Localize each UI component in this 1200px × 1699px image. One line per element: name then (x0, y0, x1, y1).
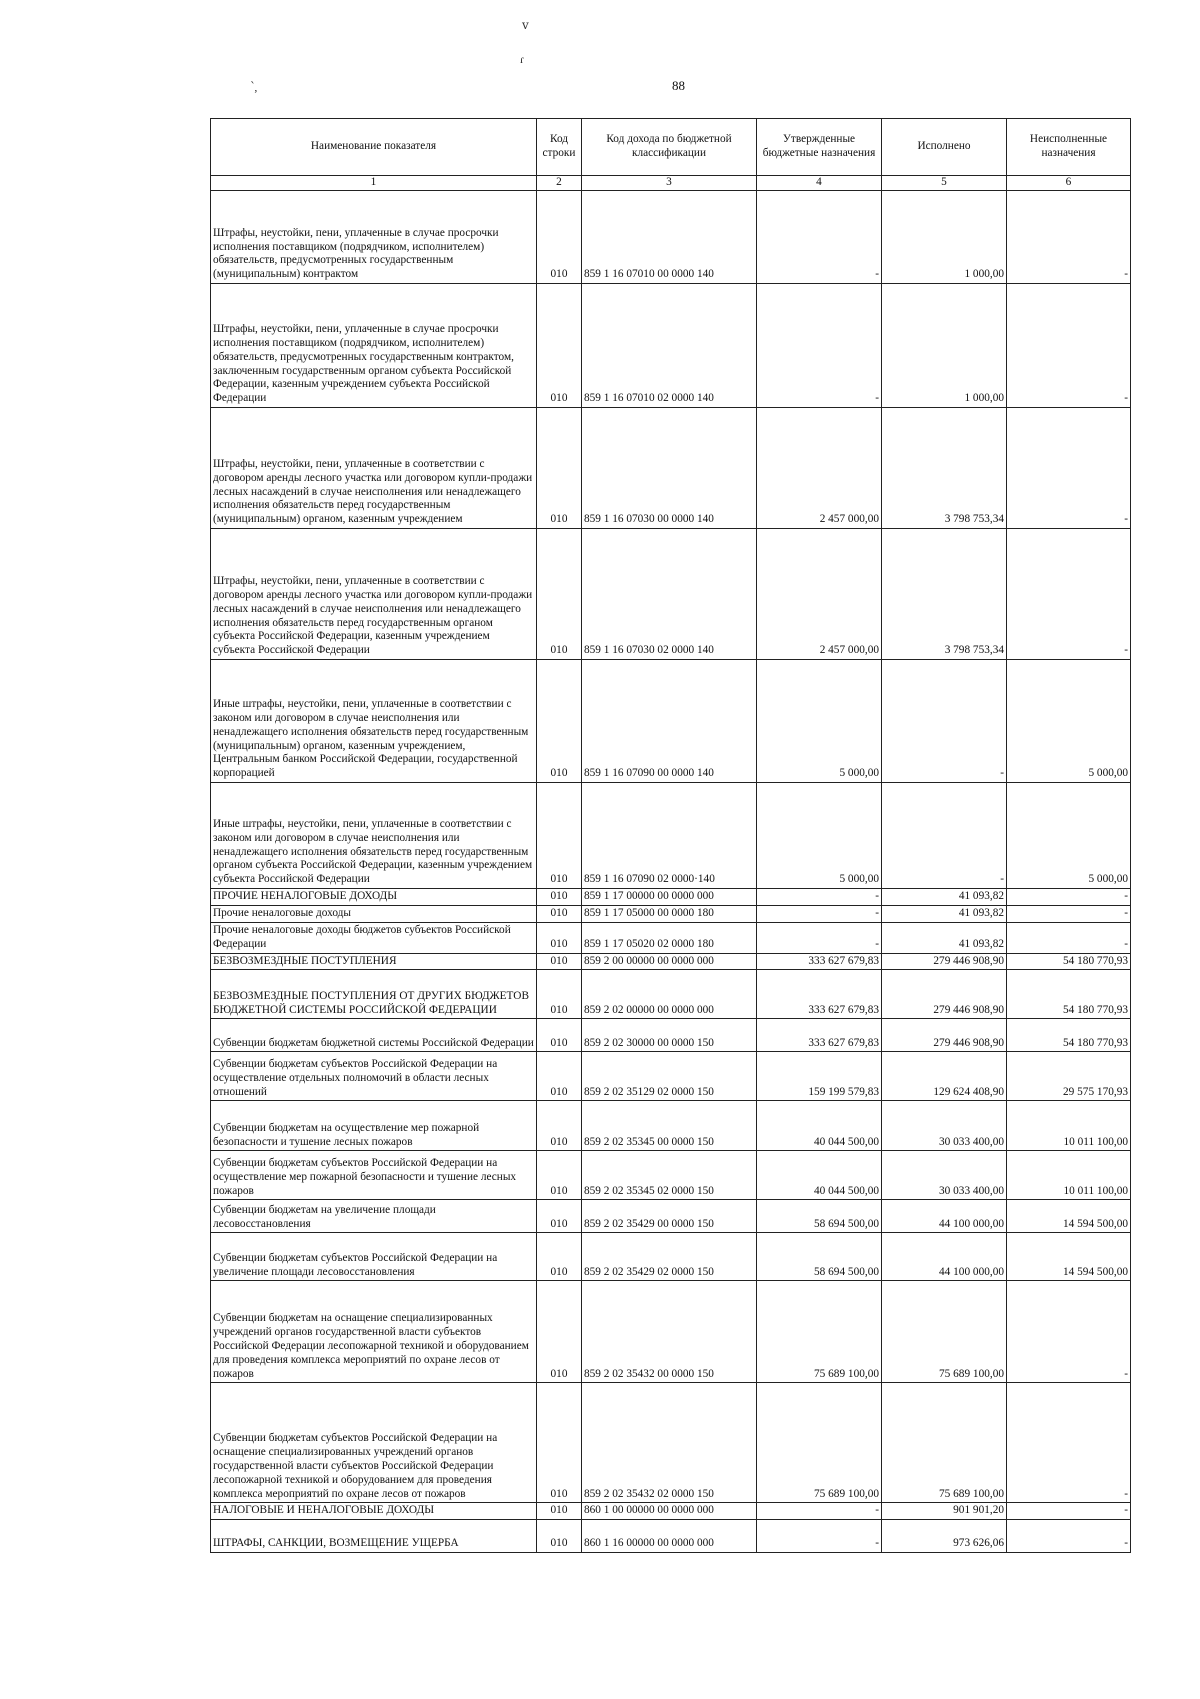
row-approved-cell: 159 199 579,83 (757, 1052, 882, 1101)
row-approved-cell: - (757, 922, 882, 953)
row-name-cell: Иные штрафы, неустойки, пени, уплаченные в соответствии с законом или договором в случае неисполнения или ненадлежащего исполнения обязательств перед государственным органом субъекта Российской Федерации, казенным учреждением субъекта Российской Федерации (211, 783, 537, 889)
row-executed-cell: 279 446 908,90 (882, 970, 1007, 1019)
row-code-cell: 010 (537, 1281, 582, 1383)
row-executed-cell: 901 901,20 (882, 1503, 1007, 1520)
row-code-cell: 010 (537, 1383, 582, 1503)
row-unexecuted-cell: - (1007, 1281, 1131, 1383)
column-number: 5 (882, 176, 1007, 191)
row-code-cell: 010 (537, 783, 582, 889)
row-unexecuted-cell: 54 180 770,93 (1007, 1019, 1131, 1052)
header-unexecuted: Неисполненные назначения (1007, 119, 1131, 176)
row-classification-cell: 859 2 02 00000 00 0000 000 (582, 970, 757, 1019)
column-number: 4 (757, 176, 882, 191)
table-row (211, 191, 1131, 284)
row-classification-cell: 859 1 17 00000 00 0000 000 (582, 889, 757, 906)
row-approved-cell: 75 689 100,00 (757, 1383, 882, 1503)
row-name-cell: Прочие неналоговые доходы бюджетов субъектов Российской Федерации (211, 922, 537, 953)
row-classification-cell: 859 2 00 00000 00 0000 000 (582, 953, 757, 970)
row-classification-cell: 859 1 16 07010 00 0000 140 (582, 191, 757, 284)
row-name-cell: Субвенции бюджетам бюджетной системы Российской Федерации (211, 1019, 537, 1052)
row-unexecuted-cell: - (1007, 191, 1131, 284)
row-code-cell: 010 (537, 970, 582, 1019)
row-classification-cell: 859 2 02 35432 00 0000 150 (582, 1281, 757, 1383)
table-row (211, 905, 1131, 922)
row-approved-cell: 40 044 500,00 (757, 1151, 882, 1200)
table-header-row (211, 119, 1131, 176)
row-unexecuted-cell: 5 000,00 (1007, 783, 1131, 889)
row-approved-cell: 58 694 500,00 (757, 1200, 882, 1233)
row-code-cell: 010 (537, 1101, 582, 1151)
row-executed-cell: - (882, 660, 1007, 783)
table-row (211, 1520, 1131, 1553)
row-name-cell: НАЛОГОВЫЕ И НЕНАЛОГОВЫЕ ДОХОДЫ (211, 1503, 537, 1520)
row-unexecuted-cell: - (1007, 922, 1131, 953)
header-approved: Утвержденные бюджетные назначения (757, 119, 882, 176)
row-name-cell: Субвенции бюджетам на увеличение площади лесовосстановления (211, 1200, 537, 1233)
row-name-cell: Субвенции бюджетам субъектов Российской Федерации на оснащение специализированных учреждений органов государственной власти субъектов Российской Федерации лесопожарной техникой и оборудованием для проведения комплекса мероприятий по охране лесов от пожаров (211, 1383, 537, 1503)
row-name-cell: Субвенции бюджетам субъектов Российской Федерации на увеличение площади лесовосстановления (211, 1233, 537, 1281)
row-code-cell: 010 (537, 1233, 582, 1281)
row-executed-cell: 41 093,82 (882, 922, 1007, 953)
table-row (211, 1233, 1131, 1281)
column-number-row (211, 176, 1131, 191)
table-row (211, 1281, 1131, 1383)
header-code: Код строки (537, 119, 582, 176)
row-unexecuted-cell: 10 011 100,00 (1007, 1101, 1131, 1151)
row-classification-cell: 859 2 02 30000 00 0000 150 (582, 1019, 757, 1052)
table-row (211, 1151, 1131, 1200)
row-approved-cell: - (757, 1503, 882, 1520)
row-unexecuted-cell: - (1007, 1503, 1131, 1520)
row-name-cell: Штрафы, неустойки, пени, уплаченные в случае просрочки исполнения поставщиком (подрядчиком, исполнителем) обязательств, предусмотренных государственным контрактом, заключенным государственным органом субъекта Российской Федерации, казенным учреждением субъекта Российской Федерации (211, 284, 537, 408)
row-approved-cell: 5 000,00 (757, 783, 882, 889)
row-classification-cell: 859 2 02 35432 02 0000 150 (582, 1383, 757, 1503)
row-classification-cell: 859 1 16 07030 00 0000 140 (582, 408, 757, 529)
row-code-cell: 010 (537, 905, 582, 922)
header-executed: Исполнено (882, 119, 1007, 176)
row-code-cell: 010 (537, 1520, 582, 1553)
row-classification-cell: 859 2 02 35345 00 0000 150 (582, 1101, 757, 1151)
table-row (211, 660, 1131, 783)
row-approved-cell: - (757, 1520, 882, 1553)
row-classification-cell: 860 1 00 00000 00 0000 000 (582, 1503, 757, 1520)
row-classification-cell: 859 1 16 07030 02 0000 140 (582, 529, 757, 660)
row-approved-cell: - (757, 889, 882, 906)
row-executed-cell: 30 033 400,00 (882, 1101, 1007, 1151)
row-unexecuted-cell: - (1007, 284, 1131, 408)
row-unexecuted-cell: 54 180 770,93 (1007, 953, 1131, 970)
row-unexecuted-cell: - (1007, 1520, 1131, 1553)
row-name-cell: ПРОЧИЕ НЕНАЛОГОВЫЕ ДОХОДЫ (211, 889, 537, 906)
row-executed-cell: 1 000,00 (882, 191, 1007, 284)
scan-mark: ⅴ (522, 18, 529, 32)
row-executed-cell: 44 100 000,00 (882, 1200, 1007, 1233)
row-approved-cell: - (757, 191, 882, 284)
scan-mark: ՝, (250, 80, 258, 94)
row-classification-cell: 859 2 02 35429 00 0000 150 (582, 1200, 757, 1233)
row-name-cell: Субвенции бюджетам на осуществление мер пожарной безопасности и тушение лесных пожаров (211, 1101, 537, 1151)
row-approved-cell: - (757, 905, 882, 922)
row-name-cell: БЕЗВОЗМЕЗДНЫЕ ПОСТУПЛЕНИЯ ОТ ДРУГИХ БЮДЖЕТОВ БЮДЖЕТНОЙ СИСТЕМЫ РОССИЙСКОЙ ФЕДЕРАЦИИ (211, 970, 537, 1019)
header-classification: Код дохода по бюджетной классификации (582, 119, 757, 176)
table-row (211, 284, 1131, 408)
header-name: Наименование показателя (211, 119, 537, 176)
column-number: 1 (211, 176, 537, 191)
row-executed-cell: 973 626,06 (882, 1520, 1007, 1553)
row-code-cell: 010 (537, 953, 582, 970)
row-unexecuted-cell: 14 594 500,00 (1007, 1200, 1131, 1233)
table-row (211, 1383, 1131, 1503)
row-code-cell: 010 (537, 1200, 582, 1233)
row-code-cell: 010 (537, 889, 582, 906)
row-name-cell: Штрафы, неустойки, пени, уплаченные в соответствии с договором аренды лесного участка или договором купли-продажи лесных насаждений в случае неисполнения или ненадлежащего исполнения обязательств перед государственным (муниципальным) органом, казенным учреждением (211, 408, 537, 529)
row-unexecuted-cell: - (1007, 1383, 1131, 1503)
row-executed-cell: 279 446 908,90 (882, 1019, 1007, 1052)
budget-execution-table (210, 118, 1131, 1553)
row-unexecuted-cell: 10 011 100,00 (1007, 1151, 1131, 1200)
row-approved-cell: 333 627 679,83 (757, 953, 882, 970)
row-executed-cell: 41 093,82 (882, 889, 1007, 906)
table-row (211, 1052, 1131, 1101)
column-number: 2 (537, 176, 582, 191)
row-executed-cell: 41 093,82 (882, 905, 1007, 922)
row-unexecuted-cell: 5 000,00 (1007, 660, 1131, 783)
row-approved-cell: 40 044 500,00 (757, 1101, 882, 1151)
row-executed-cell: 3 798 753,34 (882, 408, 1007, 529)
row-name-cell: Иные штрафы, неустойки, пени, уплаченные в соответствии с законом или договором в случае неисполнения или ненадлежащего исполнения обязательств перед государственным (муниципальным) органом, казенным учреждением, Центральным банком Российской Федерации, государственной корпорацией (211, 660, 537, 783)
row-executed-cell: 129 624 408,90 (882, 1052, 1007, 1101)
row-classification-cell: 860 1 16 00000 00 0000 000 (582, 1520, 757, 1553)
row-name-cell: Штрафы, неустойки, пени, уплаченные в случае просрочки исполнения поставщиком (подрядчиком, исполнителем) обязательств, предусмотренных государственным (муниципальным) контрактом (211, 191, 537, 284)
table-row (211, 953, 1131, 970)
row-unexecuted-cell: 14 594 500,00 (1007, 1233, 1131, 1281)
row-executed-cell: 75 689 100,00 (882, 1383, 1007, 1503)
table-row (211, 783, 1131, 889)
table-row (211, 1101, 1131, 1151)
row-unexecuted-cell: 29 575 170,93 (1007, 1052, 1131, 1101)
row-code-cell: 010 (537, 1019, 582, 1052)
row-executed-cell: 279 446 908,90 (882, 953, 1007, 970)
row-classification-cell: 859 1 16 07090 02 0000·140 (582, 783, 757, 889)
row-code-cell: 010 (537, 529, 582, 660)
row-code-cell: 010 (537, 191, 582, 284)
row-code-cell: 010 (537, 1151, 582, 1200)
row-approved-cell: 2 457 000,00 (757, 408, 882, 529)
row-classification-cell: 859 2 02 35129 02 0000 150 (582, 1052, 757, 1101)
row-classification-cell: 859 1 17 05020 02 0000 180 (582, 922, 757, 953)
row-code-cell: 010 (537, 1503, 582, 1520)
row-name-cell: Прочие неналоговые доходы (211, 905, 537, 922)
row-name-cell: Субвенции бюджетам на оснащение специализированных учреждений органов государственной власти субъектов Российской Федерации лесопожарной техникой и оборудованием для проведения комплекса мероприятий по охране лесов от пожаров (211, 1281, 537, 1383)
table-row (211, 970, 1131, 1019)
row-classification-cell: 859 1 17 05000 00 0000 180 (582, 905, 757, 922)
row-code-cell: 010 (537, 660, 582, 783)
table-row (211, 922, 1131, 953)
row-executed-cell: 1 000,00 (882, 284, 1007, 408)
row-executed-cell: 75 689 100,00 (882, 1281, 1007, 1383)
row-name-cell: БЕЗВОЗМЕЗДНЫЕ ПОСТУПЛЕНИЯ (211, 953, 537, 970)
row-name-cell: Субвенции бюджетам субъектов Российской Федерации на осуществление мер пожарной безопасности и тушение лесных пожаров (211, 1151, 537, 1200)
row-unexecuted-cell: - (1007, 529, 1131, 660)
row-approved-cell: 58 694 500,00 (757, 1233, 882, 1281)
row-approved-cell: 333 627 679,83 (757, 970, 882, 1019)
table-body (211, 191, 1131, 1553)
row-approved-cell: 5 000,00 (757, 660, 882, 783)
table-row (211, 1200, 1131, 1233)
row-approved-cell: 333 627 679,83 (757, 1019, 882, 1052)
column-number: 6 (1007, 176, 1131, 191)
table-row (211, 889, 1131, 906)
row-classification-cell: 859 2 02 35345 02 0000 150 (582, 1151, 757, 1200)
row-name-cell: Субвенции бюджетам субъектов Российской Федерации на осуществление отдельных полномочий в области лесных отношений (211, 1052, 537, 1101)
row-name-cell: ШТРАФЫ, САНКЦИИ, ВОЗМЕЩЕНИЕ УЩЕРБА (211, 1520, 537, 1553)
row-code-cell: 010 (537, 284, 582, 408)
row-executed-cell: 30 033 400,00 (882, 1151, 1007, 1200)
table-row (211, 1503, 1131, 1520)
row-approved-cell: 2 457 000,00 (757, 529, 882, 660)
row-classification-cell: 859 2 02 35429 02 0000 150 (582, 1233, 757, 1281)
table-row (211, 1019, 1131, 1052)
scan-mark: ɾ (520, 52, 524, 66)
row-executed-cell: 3 798 753,34 (882, 529, 1007, 660)
row-classification-cell: 859 1 16 07090 00 0000 140 (582, 660, 757, 783)
row-name-cell: Штрафы, неустойки, пени, уплаченные в соответствии с договором аренды лесного участка или договором купли-продажи лесных насаждений в случае неисполнения или ненадлежащего исполнения обязательств перед государственным органом субъекта Российской Федерации, казенным учреждением субъекта Российской Федерации (211, 529, 537, 660)
column-number: 3 (582, 176, 757, 191)
row-executed-cell: - (882, 783, 1007, 889)
table-row (211, 408, 1131, 529)
row-executed-cell: 44 100 000,00 (882, 1233, 1007, 1281)
row-code-cell: 010 (537, 922, 582, 953)
table-row (211, 529, 1131, 660)
row-unexecuted-cell: - (1007, 905, 1131, 922)
row-approved-cell: - (757, 284, 882, 408)
row-approved-cell: 75 689 100,00 (757, 1281, 882, 1383)
row-code-cell: 010 (537, 408, 582, 529)
row-unexecuted-cell: - (1007, 408, 1131, 529)
row-unexecuted-cell: - (1007, 889, 1131, 906)
row-code-cell: 010 (537, 1052, 582, 1101)
row-unexecuted-cell: 54 180 770,93 (1007, 970, 1131, 1019)
page-number: 88 (672, 78, 685, 93)
row-classification-cell: 859 1 16 07010 02 0000 140 (582, 284, 757, 408)
